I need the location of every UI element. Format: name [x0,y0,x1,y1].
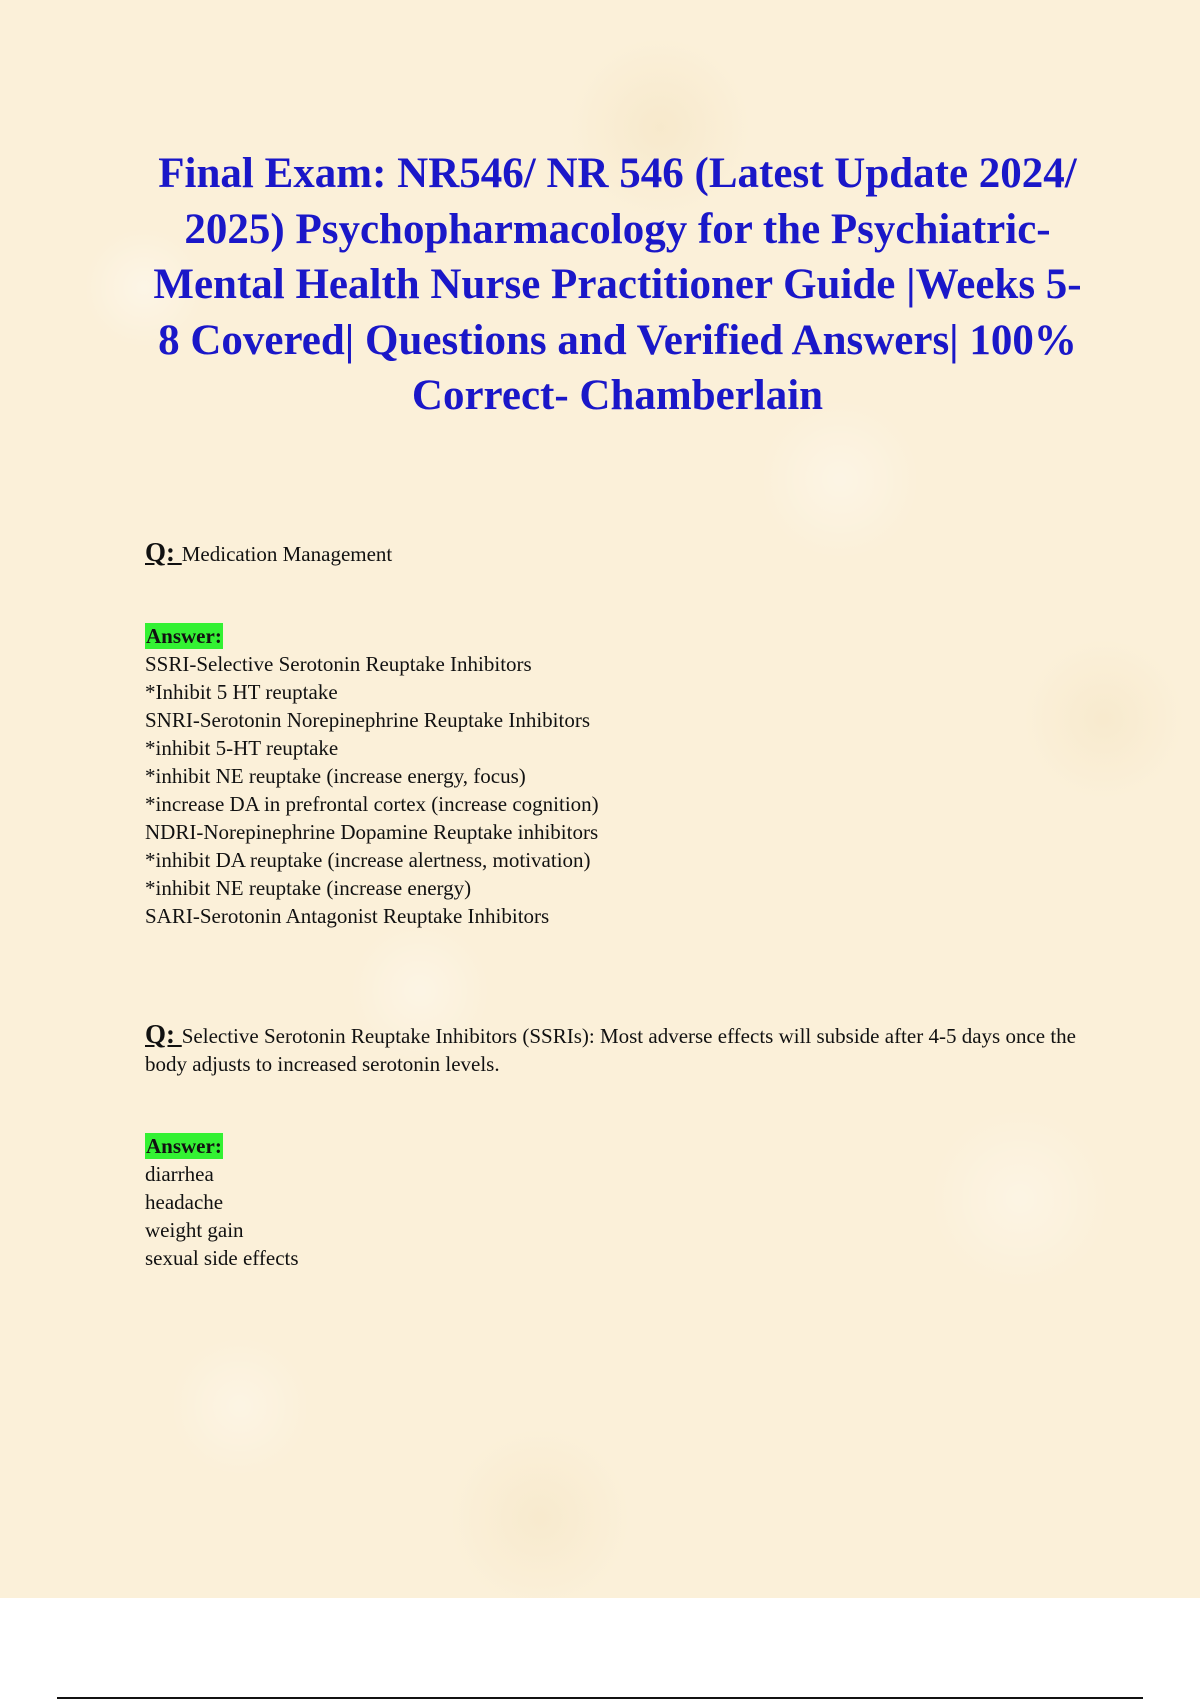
answer-line: diarrhea [145,1162,214,1186]
answer-line: *inhibit NE reuptake (increase energy) [145,876,472,900]
question-label: Q: [145,537,182,567]
answer-list [145,1160,1090,1272]
answer-list [145,650,1090,930]
answer-line: *increase DA in prefrontal cortex (increase cognition) [145,792,599,816]
question-line [145,1020,1090,1078]
answer-line: *inhibit DA reuptake (increase alertness, motivation) [145,848,591,872]
answer-line: NDRI-Norepinephrine Dopamine Reuptake inhibitors [145,820,599,844]
answer-line: SNRI-Serotonin Norepinephrine Reuptake Inhibitors [145,708,590,732]
answer-line: sexual side effects [145,1246,299,1270]
answer-label: Answer: [146,1134,222,1158]
answer-line: weight gain [145,1218,244,1242]
answer-line: *Inhibit 5 HT reuptake [145,680,338,704]
question-line [145,538,1090,568]
question-text: Selective Serotonin Reuptake Inhibitors (SSRIs): Most adverse effects will subside after 4-5 days once the body adjusts to increased serotonin levels. [145,1024,1076,1076]
qa-item-1 [145,538,1090,930]
answer-line: headache [145,1190,224,1214]
answer-line: SARI-Serotonin Antagonist Reuptake Inhibitors [145,904,550,928]
footer-divider [57,1697,1143,1699]
question-text: Medication Management [181,542,393,566]
document-title: Final Exam: NR546/ NR 546 (Latest Update 2024/ 2025) Psychopharmacology for the Psychiatric-Mental Health Nurse Practitioner Guide |Weeks 5-8 Covered| Questions and Verified Answers| 100% Correct- Chamberlain [153,150,1082,419]
answer-label: Answer: [146,624,222,648]
answer-line: *inhibit NE reuptake (increase energy, focus) [145,764,526,788]
answer-line: *inhibit 5-HT reuptake [145,736,339,760]
answer-line: SSRI-Selective Serotonin Reuptake Inhibitors [145,652,532,676]
qa-item-2 [145,1020,1090,1272]
question-label: Q: [145,1019,182,1049]
